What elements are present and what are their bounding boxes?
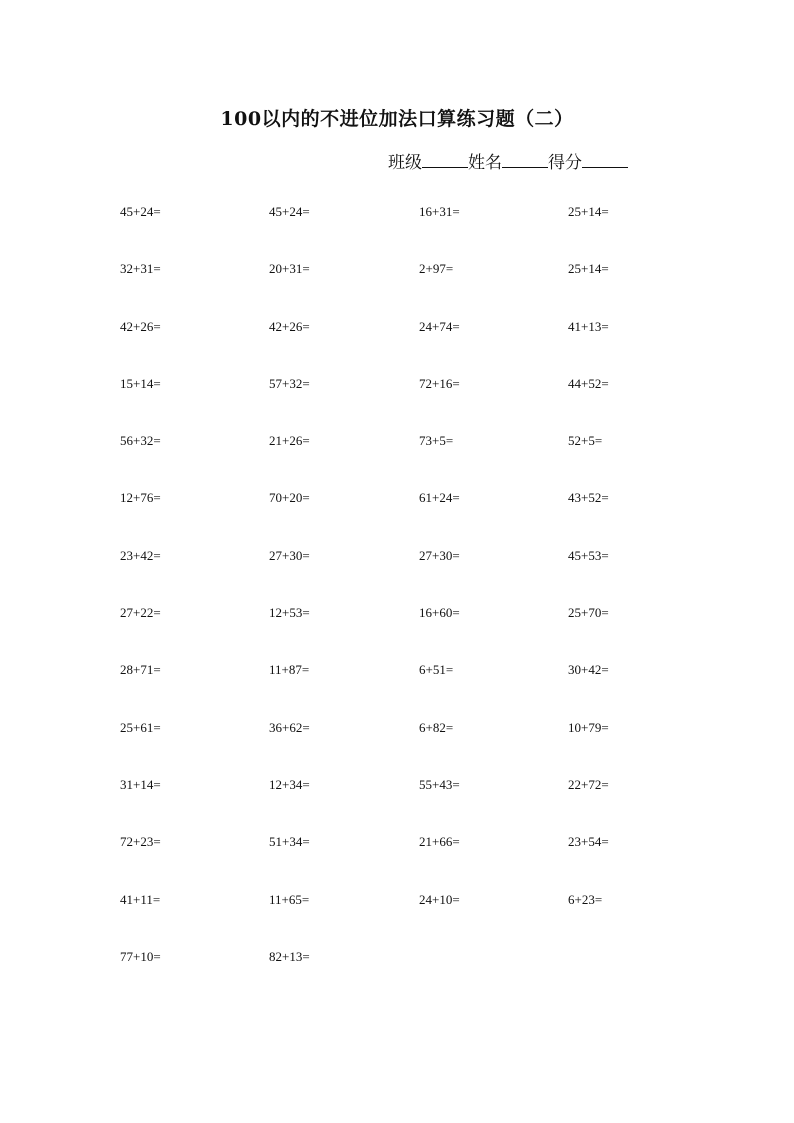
problem-item: 42+26= <box>269 318 310 334</box>
problem-item: 55+43= <box>419 776 460 792</box>
problem-item: 16+60= <box>419 605 460 621</box>
problem-item: 61+24= <box>419 490 460 506</box>
problem-item: 57+32= <box>269 375 310 391</box>
problem-item: 73+5= <box>419 433 454 449</box>
problem-item: 25+14= <box>568 261 609 277</box>
problem-item: 31+14= <box>120 776 161 792</box>
problem-grid <box>120 200 718 1002</box>
problem-item: 23+42= <box>120 547 161 563</box>
problem-item: 12+34= <box>269 776 310 792</box>
problem-item: 52+5= <box>568 433 603 449</box>
problem-item: 72+23= <box>120 834 161 850</box>
problem-item: 25+61= <box>120 719 161 735</box>
problem-item: 45+53= <box>568 547 609 563</box>
problem-item: 77+10= <box>120 948 161 964</box>
score-blank <box>582 151 628 168</box>
problem-item: 6+82= <box>419 719 454 735</box>
problem-item: 28+71= <box>120 662 161 678</box>
problem-item: 41+13= <box>568 318 609 334</box>
problem-item: 16+31= <box>419 204 460 219</box>
problem-item: 51+34= <box>269 834 310 850</box>
problem-item: 24+74= <box>419 318 460 334</box>
problem-item: 2+97= <box>419 261 454 277</box>
problem-item: 41+11= <box>120 891 161 907</box>
problem-item: 24+10= <box>419 891 460 907</box>
problem-item: 27+22= <box>120 605 161 621</box>
problem-item: 11+65= <box>269 891 310 907</box>
name-label: 姓名 <box>468 153 502 173</box>
class-blank <box>422 151 468 168</box>
score-label: 得分 <box>548 153 582 173</box>
problem-item: 10+79= <box>568 719 609 735</box>
problem-item: 25+14= <box>568 204 609 219</box>
problem-item: 42+26= <box>120 318 161 334</box>
problem-item: 11+87= <box>269 662 310 678</box>
worksheet-title: 100以内的不进位加法口算练习题（二） <box>220 108 574 130</box>
problem-item: 36+62= <box>269 719 310 735</box>
problem-item: 72+16= <box>419 375 460 391</box>
problem-item: 22+72= <box>568 776 609 792</box>
problem-item: 82+13= <box>269 948 310 964</box>
problem-item: 44+52= <box>568 375 609 391</box>
problem-item: 20+31= <box>269 261 310 277</box>
problem-item: 6+23= <box>568 891 603 907</box>
problem-item: 12+76= <box>120 490 161 506</box>
problem-item: 25+70= <box>568 605 609 621</box>
problem-item: 45+24= <box>269 204 310 219</box>
problem-item: 32+31= <box>120 261 161 277</box>
problem-item: 12+53= <box>269 605 310 621</box>
problem-item: 45+24= <box>120 204 161 219</box>
problem-item: 30+42= <box>568 662 609 678</box>
problem-item: 43+52= <box>568 490 609 506</box>
problem-item: 56+32= <box>120 433 161 449</box>
problem-item: 70+20= <box>269 490 310 506</box>
problem-item: 21+26= <box>269 433 310 449</box>
problem-item: 6+51= <box>419 662 454 678</box>
problem-item: 27+30= <box>269 547 310 563</box>
problem-item: 27+30= <box>419 547 460 563</box>
problem-item: 15+14= <box>120 375 161 391</box>
problem-item: 21+66= <box>419 834 460 850</box>
problem-item: 23+54= <box>568 834 609 850</box>
class-label: 班级 <box>388 153 422 173</box>
student-info-line <box>388 148 628 173</box>
name-blank <box>502 151 548 168</box>
